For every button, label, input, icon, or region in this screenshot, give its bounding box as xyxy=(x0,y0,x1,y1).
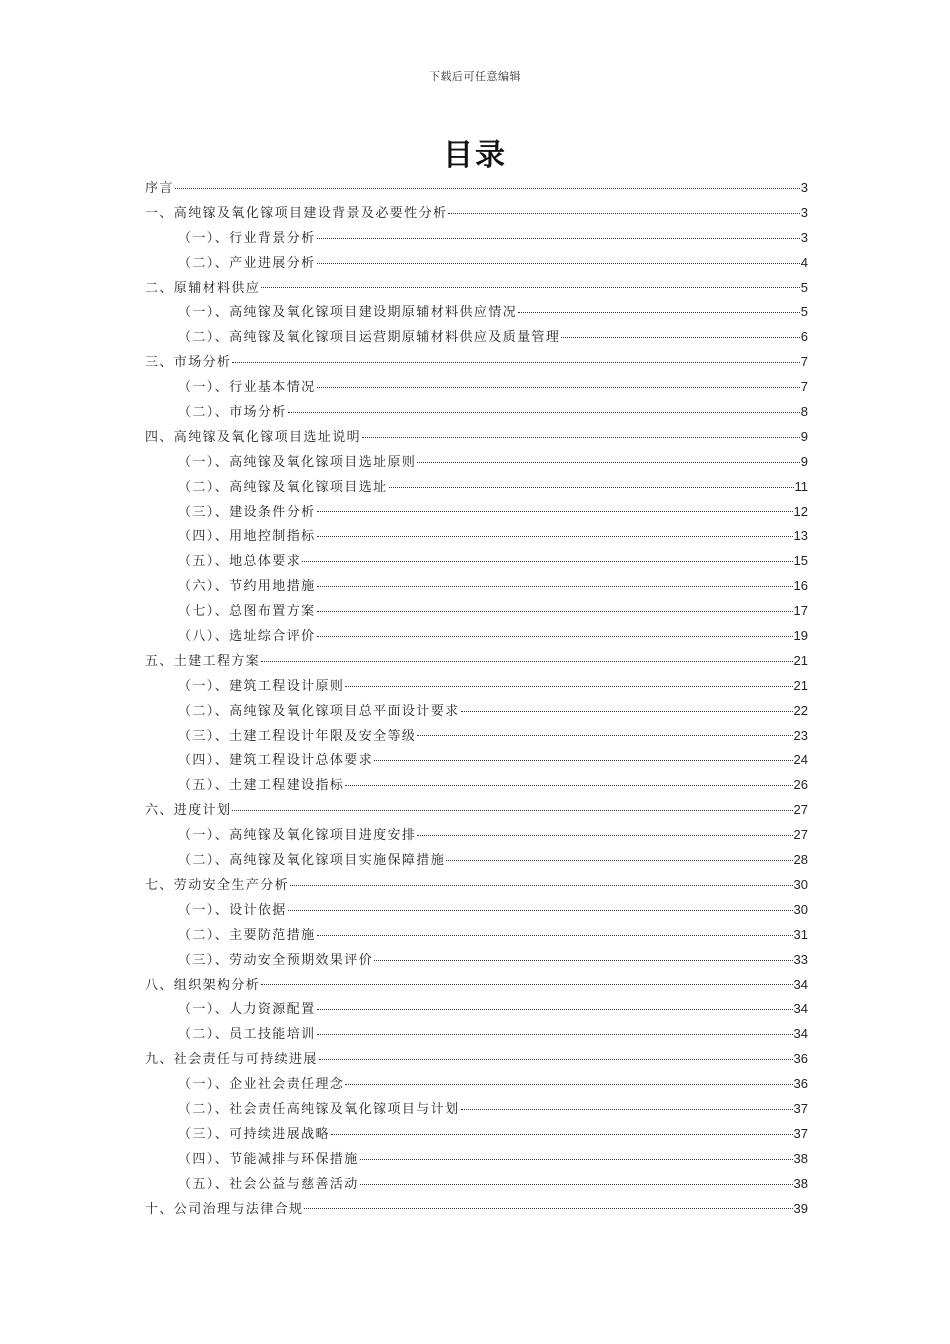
toc-section-link[interactable] xyxy=(145,350,808,375)
toc-page-number: 5 xyxy=(800,304,808,320)
toc-entry-title: （四）、建筑工程设计总体要求 xyxy=(178,753,374,769)
toc-subsection-link[interactable] xyxy=(145,475,808,500)
toc-subsection-link[interactable] xyxy=(145,599,808,624)
dot-leader xyxy=(302,560,792,562)
dot-leader xyxy=(461,710,793,712)
toc-page-number: 3 xyxy=(800,180,808,195)
toc-entry-title: （二）、高纯镓及氧化镓项目运营期原辅材料供应及质量管理 xyxy=(178,330,561,346)
toc-entry-title: （五）、社会公益与慈善活动 xyxy=(178,1176,359,1192)
toc-entry-title: （一）、设计依据 xyxy=(178,902,287,918)
toc-entry-title: （四）、用地控制指标 xyxy=(178,529,316,545)
toc-section-link[interactable] xyxy=(145,873,808,898)
toc-subsection-link[interactable] xyxy=(145,724,808,749)
toc-entry-title: （二）、高纯镓及氧化镓项目选址 xyxy=(178,479,388,495)
toc-page-number: 30 xyxy=(793,876,808,892)
toc-section-link[interactable] xyxy=(145,973,808,998)
dot-leader xyxy=(232,361,799,363)
dot-leader xyxy=(317,510,793,512)
dot-leader xyxy=(288,411,800,413)
dot-leader xyxy=(232,809,792,811)
toc-page-number: 21 xyxy=(793,652,808,668)
dot-leader xyxy=(360,1158,793,1160)
toc-entry-title: 二、原辅材料供应 xyxy=(145,280,261,296)
toc-entry-title: （一）、高纯镓及氧化镓项目进度安排 xyxy=(178,828,417,844)
dot-leader xyxy=(345,685,792,687)
toc-entry-title: 七、劳动安全生产分析 xyxy=(145,877,290,893)
dot-leader xyxy=(261,983,792,985)
toc-page-number: 13 xyxy=(793,528,808,544)
toc-page-number: 9 xyxy=(800,453,808,469)
dot-leader xyxy=(345,784,792,786)
toc-entry-title: （二）、高纯镓及氧化镓项目实施保障措施 xyxy=(178,853,446,869)
dot-leader xyxy=(319,1058,793,1060)
toc-page-number: 7 xyxy=(800,354,808,370)
dot-leader xyxy=(417,734,792,736)
toc-subsection-link[interactable] xyxy=(145,226,808,251)
toc-entry-title: （三）、建设条件分析 xyxy=(178,504,316,520)
toc-page-number: 38 xyxy=(793,1175,808,1191)
toc-subsection-link[interactable] xyxy=(145,898,808,923)
dot-leader xyxy=(362,436,800,438)
toc-entry-title: （一）、高纯镓及氧化镓项目建设期原辅材料供应情况 xyxy=(178,305,518,321)
toc-page-number: 16 xyxy=(793,578,808,594)
toc-title: 目录 xyxy=(443,138,507,173)
toc-subsection-link[interactable] xyxy=(145,624,808,649)
toc-entry-title: 序言 xyxy=(145,181,174,196)
toc-subsection-link[interactable] xyxy=(145,325,808,350)
dot-leader xyxy=(317,610,793,612)
toc-page-number: 3 xyxy=(800,204,808,220)
toc-page-number: 7 xyxy=(800,379,808,395)
dot-leader xyxy=(317,635,793,637)
toc-page-number: 11 xyxy=(794,478,808,494)
toc-subsection-link[interactable] xyxy=(145,748,808,773)
dot-leader xyxy=(175,187,800,189)
toc-entry-title: 六、进度计划 xyxy=(145,803,232,819)
toc-page-number: 28 xyxy=(793,852,808,868)
toc-section-link[interactable] xyxy=(145,201,808,226)
dot-leader xyxy=(290,884,793,886)
toc-subsection-link[interactable] xyxy=(145,375,808,400)
toc-entry-title: （四）、节能减排与环保措施 xyxy=(178,1151,359,1167)
toc-subsection-link[interactable] xyxy=(145,450,808,475)
dot-leader xyxy=(345,1083,792,1085)
toc-section-link[interactable] xyxy=(145,425,808,450)
toc-entry-title: 五、土建工程方案 xyxy=(145,653,261,669)
dot-leader xyxy=(331,1133,793,1135)
toc-subsection-link[interactable] xyxy=(145,823,808,848)
toc-page-number: 3 xyxy=(800,229,808,245)
header-note: 下载后可任意编辑 xyxy=(429,70,521,83)
toc-entry-title: （二）、社会责任高纯镓及氧化镓项目与计划 xyxy=(178,1101,460,1117)
toc-subsection-link[interactable] xyxy=(145,1172,808,1197)
toc-page-number: 39 xyxy=(793,1200,808,1216)
toc-page-number: 12 xyxy=(793,503,808,519)
toc-entry-title: 九、社会责任与可持续进展 xyxy=(145,1052,318,1068)
toc-entry-title: （一）、建筑工程设计原则 xyxy=(178,678,345,694)
toc-section-link[interactable] xyxy=(145,649,808,674)
toc-page-number: 19 xyxy=(793,628,808,644)
toc-entry-title: （五）、地总体要求 xyxy=(178,554,302,570)
toc-subsection-link[interactable] xyxy=(145,1072,808,1097)
toc-subsection-link[interactable] xyxy=(145,848,808,873)
toc-subsection-link[interactable] xyxy=(145,1097,808,1122)
dot-leader xyxy=(304,1207,792,1209)
toc-subsection-link[interactable] xyxy=(145,699,808,724)
toc-page-number: 26 xyxy=(793,777,808,793)
dot-leader xyxy=(561,336,799,338)
dot-leader xyxy=(417,834,792,836)
dot-leader xyxy=(317,237,800,239)
toc-subsection-link[interactable] xyxy=(145,400,808,425)
toc-page-number: 33 xyxy=(793,951,808,967)
toc-subsection-link[interactable] xyxy=(145,773,808,798)
toc-section-link[interactable] xyxy=(145,176,808,201)
toc-entry-title: （一）、行业背景分析 xyxy=(178,230,316,246)
toc-subsection-link[interactable] xyxy=(145,1147,808,1172)
toc-entry-title: （一）、人力资源配置 xyxy=(178,1002,316,1018)
dot-leader xyxy=(389,486,794,488)
toc-entry-title: 四、高纯镓及氧化镓项目选址说明 xyxy=(145,429,362,445)
toc-subsection-link[interactable] xyxy=(145,1022,808,1047)
dot-leader xyxy=(317,1008,793,1010)
toc-entry-title: （六）、节约用地措施 xyxy=(178,579,316,595)
toc-page-number: 15 xyxy=(793,553,808,569)
toc-entry-title: （一）、行业基本情况 xyxy=(178,380,316,396)
toc-entry-title: 八、组织架构分析 xyxy=(145,977,261,993)
toc-page-number: 21 xyxy=(793,677,808,693)
dot-leader xyxy=(374,759,792,761)
toc-page-number: 36 xyxy=(793,1076,808,1092)
toc-page-number: 38 xyxy=(793,1150,808,1166)
toc-entry-title: （八）、选址综合评价 xyxy=(178,629,316,645)
toc-page-number: 27 xyxy=(793,827,808,843)
toc-entry-title: （二）、高纯镓及氧化镓项目总平面设计要求 xyxy=(178,703,460,719)
toc-subsection-link[interactable] xyxy=(145,948,808,973)
toc-subsection-link[interactable] xyxy=(145,574,808,599)
toc-page-number: 34 xyxy=(793,1001,808,1017)
toc-entry-title: （二）、员工技能培训 xyxy=(178,1027,316,1043)
dot-leader xyxy=(518,311,800,313)
toc-page-number: 24 xyxy=(793,752,808,768)
toc-page-number: 36 xyxy=(793,1051,808,1067)
toc-page-number: 4 xyxy=(800,254,808,270)
toc-entry-title: 三、市场分析 xyxy=(145,355,232,371)
toc-entry-title: （三）、土建工程设计年限及安全等级 xyxy=(178,728,417,744)
toc-entry-title: （三）、可持续进展战略 xyxy=(178,1126,330,1142)
toc-entry-title: （一）、高纯镓及氧化镓项目选址原则 xyxy=(178,454,417,470)
toc-page-number: 17 xyxy=(793,603,808,619)
toc-section-link[interactable] xyxy=(145,798,808,823)
toc-subsection-link[interactable] xyxy=(145,674,808,699)
toc-subsection-link[interactable] xyxy=(145,524,808,549)
dot-leader xyxy=(317,1033,793,1035)
dot-leader xyxy=(461,1108,793,1110)
toc-entry-title: （五）、土建工程建设指标 xyxy=(178,778,345,794)
dot-leader xyxy=(374,959,792,961)
toc-page-number: 27 xyxy=(793,802,808,818)
toc-page-number: 37 xyxy=(793,1125,808,1141)
toc-subsection-link[interactable] xyxy=(145,251,808,276)
toc-page-number: 6 xyxy=(800,329,808,345)
toc-entry-title: （二）、产业进展分析 xyxy=(178,255,316,271)
toc-entry-title: （二）、市场分析 xyxy=(178,405,287,421)
toc-section-link[interactable] xyxy=(145,1197,808,1222)
dot-leader xyxy=(317,934,793,936)
dot-leader xyxy=(317,262,800,264)
toc-subsection-link[interactable] xyxy=(145,997,808,1022)
toc-page-number: 22 xyxy=(793,702,808,718)
toc-page-number: 9 xyxy=(800,428,808,444)
toc-section-link[interactable] xyxy=(145,1047,808,1072)
toc-subsection-link[interactable] xyxy=(145,1122,808,1147)
dot-leader xyxy=(448,212,799,214)
toc-page-number: 23 xyxy=(793,727,808,743)
dot-leader xyxy=(317,535,793,537)
toc-entry-title: （三）、劳动安全预期效果评价 xyxy=(178,952,374,968)
toc-entry-title: （二）、主要防范措施 xyxy=(178,927,316,943)
table-of-contents xyxy=(145,176,808,1221)
dot-leader xyxy=(261,660,792,662)
toc-page-number: 31 xyxy=(793,926,808,942)
dot-leader xyxy=(261,286,800,288)
toc-subsection-link[interactable] xyxy=(145,549,808,574)
toc-subsection-link[interactable] xyxy=(145,300,808,325)
toc-page-number: 37 xyxy=(793,1100,808,1116)
toc-page-number: 34 xyxy=(793,1026,808,1042)
dot-leader xyxy=(317,386,800,388)
toc-subsection-link[interactable] xyxy=(145,923,808,948)
toc-subsection-link[interactable] xyxy=(145,500,808,525)
dot-leader xyxy=(288,909,793,911)
toc-entry-title: 一、高纯镓及氧化镓项目建设背景及必要性分析 xyxy=(145,205,448,221)
dot-leader xyxy=(446,859,792,861)
dot-leader xyxy=(417,461,799,463)
toc-page-number: 30 xyxy=(793,901,808,917)
dot-leader xyxy=(360,1183,793,1185)
toc-page-number: 5 xyxy=(800,279,808,295)
toc-entry-title: （七）、总图布置方案 xyxy=(178,604,316,620)
dot-leader xyxy=(317,585,793,587)
toc-page-number: 8 xyxy=(800,404,808,420)
toc-entry-title: （一）、企业社会责任理念 xyxy=(178,1077,345,1093)
toc-section-link[interactable] xyxy=(145,276,808,301)
toc-entry-title: 十、公司治理与法律合规 xyxy=(145,1201,304,1217)
toc-page-number: 34 xyxy=(793,976,808,992)
